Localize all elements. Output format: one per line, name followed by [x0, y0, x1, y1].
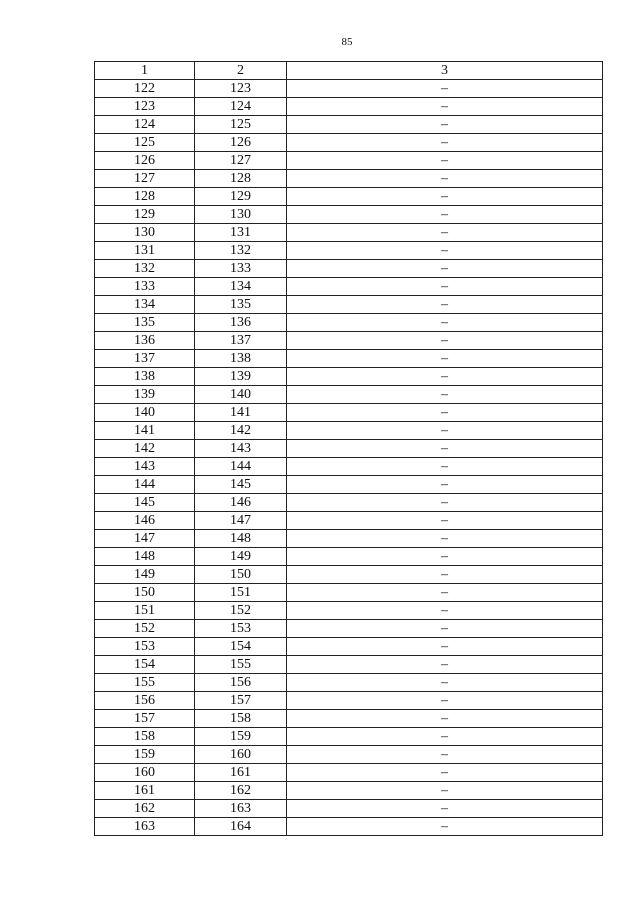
table-cell-col-2: 139 [195, 368, 287, 386]
table-cell-col-1: 129 [95, 206, 195, 224]
table-cell-col-3: – [287, 422, 603, 440]
table-cell-col-1: 130 [95, 224, 195, 242]
table-body [95, 80, 603, 836]
table-row [95, 746, 603, 764]
table-cell-col-3: – [287, 476, 603, 494]
table-cell-col-2: 125 [195, 116, 287, 134]
table-cell-col-3: – [287, 134, 603, 152]
table-cell-col-1: 157 [95, 710, 195, 728]
table-cell-col-2: 148 [195, 530, 287, 548]
table-cell-col-1: 134 [95, 296, 195, 314]
table-cell-col-3: – [287, 746, 603, 764]
table-row [95, 404, 603, 422]
table-cell-col-1: 128 [95, 188, 195, 206]
table-row [95, 98, 603, 116]
table-cell-col-1: 151 [95, 602, 195, 620]
table-cell-col-3: – [287, 512, 603, 530]
table-row [95, 278, 603, 296]
table-cell-col-2: 161 [195, 764, 287, 782]
table-cell-col-2: 123 [195, 80, 287, 98]
table-row [95, 224, 603, 242]
table-cell-col-1: 123 [95, 98, 195, 116]
table-row [95, 332, 603, 350]
table-row [95, 188, 603, 206]
table-cell-col-2: 149 [195, 548, 287, 566]
table-cell-col-2: 155 [195, 656, 287, 674]
table-cell-col-1: 141 [95, 422, 195, 440]
table-cell-col-3: – [287, 458, 603, 476]
table-cell-col-1: 137 [95, 350, 195, 368]
table-cell-col-2: 135 [195, 296, 287, 314]
table-cell-col-1: 152 [95, 620, 195, 638]
table-row [95, 692, 603, 710]
table-cell-col-2: 138 [195, 350, 287, 368]
table-cell-col-1: 127 [95, 170, 195, 188]
table-row [95, 206, 603, 224]
table-cell-col-3: – [287, 296, 603, 314]
table-row [95, 530, 603, 548]
table-cell-col-3: – [287, 440, 603, 458]
table-cell-col-2: 132 [195, 242, 287, 260]
table-row [95, 134, 603, 152]
table-cell-col-1: 163 [95, 818, 195, 836]
table-cell-col-1: 138 [95, 368, 195, 386]
table-cell-col-3: – [287, 494, 603, 512]
table-cell-col-1: 142 [95, 440, 195, 458]
table-cell-col-1: 126 [95, 152, 195, 170]
table-cell-col-2: 145 [195, 476, 287, 494]
table-cell-col-1: 154 [95, 656, 195, 674]
table-cell-col-2: 159 [195, 728, 287, 746]
table-cell-col-1: 150 [95, 584, 195, 602]
table-cell-col-1: 161 [95, 782, 195, 800]
table-cell-col-2: 141 [195, 404, 287, 422]
table-cell-col-3: – [287, 224, 603, 242]
table-cell-col-2: 126 [195, 134, 287, 152]
table-cell-col-1: 143 [95, 458, 195, 476]
table-row [95, 260, 603, 278]
table-row [95, 152, 603, 170]
table-cell-col-3: – [287, 152, 603, 170]
table-cell-col-2: 164 [195, 818, 287, 836]
table-cell-col-1: 124 [95, 116, 195, 134]
table-row [95, 458, 603, 476]
table-cell-col-3: – [287, 710, 603, 728]
table-cell-col-1: 158 [95, 728, 195, 746]
table-cell-col-2: 151 [195, 584, 287, 602]
table-row [95, 800, 603, 818]
table-cell-col-1: 132 [95, 260, 195, 278]
table-row [95, 368, 603, 386]
table-cell-col-3: – [287, 332, 603, 350]
table-cell-col-3: – [287, 638, 603, 656]
table-cell-col-3: – [287, 674, 603, 692]
table-cell-col-3: – [287, 206, 603, 224]
table-cell-col-1: 144 [95, 476, 195, 494]
table-row [95, 494, 603, 512]
table-cell-col-3: – [287, 350, 603, 368]
table-cell-col-3: – [287, 314, 603, 332]
table-cell-col-3: – [287, 566, 603, 584]
table-row [95, 620, 603, 638]
table-cell-col-3: – [287, 692, 603, 710]
table-cell-col-2: 146 [195, 494, 287, 512]
data-table [94, 61, 603, 836]
table-cell-col-3: – [287, 530, 603, 548]
table-cell-col-2: 128 [195, 170, 287, 188]
table-cell-col-1: 140 [95, 404, 195, 422]
table-row [95, 656, 603, 674]
table-row [95, 296, 603, 314]
table-cell-col-3: – [287, 620, 603, 638]
table-row [95, 584, 603, 602]
table-cell-col-1: 149 [95, 566, 195, 584]
table-cell-col-3: – [287, 278, 603, 296]
table-cell-col-1: 155 [95, 674, 195, 692]
table-cell-col-2: 160 [195, 746, 287, 764]
table-row [95, 422, 603, 440]
table-cell-col-1: 162 [95, 800, 195, 818]
table-cell-col-3: – [287, 242, 603, 260]
table-cell-col-2: 143 [195, 440, 287, 458]
table-row [95, 782, 603, 800]
page-number: 85 [341, 36, 353, 48]
table-cell-col-1: 122 [95, 80, 195, 98]
table-row [95, 674, 603, 692]
table-row [95, 116, 603, 134]
table-cell-col-3: – [287, 260, 603, 278]
table-row [95, 350, 603, 368]
table-cell-col-3: – [287, 80, 603, 98]
table-cell-col-2: 136 [195, 314, 287, 332]
table-cell-col-3: – [287, 764, 603, 782]
table-cell-col-2: 142 [195, 422, 287, 440]
table-cell-col-2: 158 [195, 710, 287, 728]
table-cell-col-1: 133 [95, 278, 195, 296]
table-cell-col-1: 156 [95, 692, 195, 710]
table-cell-col-2: 134 [195, 278, 287, 296]
table-row [95, 602, 603, 620]
table-row [95, 476, 603, 494]
table-cell-col-1: 147 [95, 530, 195, 548]
table-cell-col-3: – [287, 548, 603, 566]
table-cell-col-2: 154 [195, 638, 287, 656]
table-cell-col-2: 147 [195, 512, 287, 530]
table-cell-col-3: – [287, 386, 603, 404]
table-cell-col-1: 145 [95, 494, 195, 512]
table-cell-col-3: – [287, 818, 603, 836]
table-row [95, 548, 603, 566]
table-cell-col-2: 127 [195, 152, 287, 170]
table-cell-col-3: – [287, 782, 603, 800]
table-cell-col-3: – [287, 116, 603, 134]
table-cell-col-2: 153 [195, 620, 287, 638]
table-cell-col-1: 136 [95, 332, 195, 350]
table-row [95, 386, 603, 404]
table-cell-col-3: – [287, 404, 603, 422]
table-row [95, 170, 603, 188]
table-cell-col-2: 133 [195, 260, 287, 278]
table-cell-col-2: 129 [195, 188, 287, 206]
table-row [95, 566, 603, 584]
table-cell-col-3: – [287, 584, 603, 602]
table-cell-col-1: 148 [95, 548, 195, 566]
table-header-row [95, 62, 603, 80]
table-cell-col-1: 131 [95, 242, 195, 260]
table-cell-col-3: – [287, 98, 603, 116]
table-row [95, 764, 603, 782]
table-cell-col-3: – [287, 728, 603, 746]
table-cell-col-2: 131 [195, 224, 287, 242]
table-cell-col-3: – [287, 170, 603, 188]
table-row [95, 638, 603, 656]
table-cell-col-2: 156 [195, 674, 287, 692]
table-row [95, 818, 603, 836]
table-cell-col-2: 163 [195, 800, 287, 818]
table-cell-col-3: – [287, 368, 603, 386]
table-cell-col-1: 139 [95, 386, 195, 404]
table-cell-col-2: 137 [195, 332, 287, 350]
column-header-3: 3 [287, 62, 603, 80]
table-cell-col-2: 130 [195, 206, 287, 224]
table-row [95, 512, 603, 530]
table-row [95, 242, 603, 260]
table-cell-col-1: 159 [95, 746, 195, 764]
table-cell-col-2: 157 [195, 692, 287, 710]
table-cell-col-1: 160 [95, 764, 195, 782]
table-cell-col-2: 162 [195, 782, 287, 800]
table-row [95, 80, 603, 98]
table-row [95, 314, 603, 332]
table-cell-col-2: 124 [195, 98, 287, 116]
table-cell-col-2: 150 [195, 566, 287, 584]
table-cell-col-1: 125 [95, 134, 195, 152]
table-row [95, 440, 603, 458]
table-row [95, 728, 603, 746]
table-cell-col-3: – [287, 602, 603, 620]
column-header-2: 2 [195, 62, 287, 80]
table-cell-col-1: 146 [95, 512, 195, 530]
table-cell-col-3: – [287, 656, 603, 674]
table-cell-col-3: – [287, 188, 603, 206]
table-cell-col-1: 153 [95, 638, 195, 656]
table-row [95, 710, 603, 728]
column-header-1: 1 [95, 62, 195, 80]
table-cell-col-1: 135 [95, 314, 195, 332]
table-cell-col-2: 140 [195, 386, 287, 404]
table-cell-col-2: 144 [195, 458, 287, 476]
table-cell-col-3: – [287, 800, 603, 818]
table-cell-col-2: 152 [195, 602, 287, 620]
